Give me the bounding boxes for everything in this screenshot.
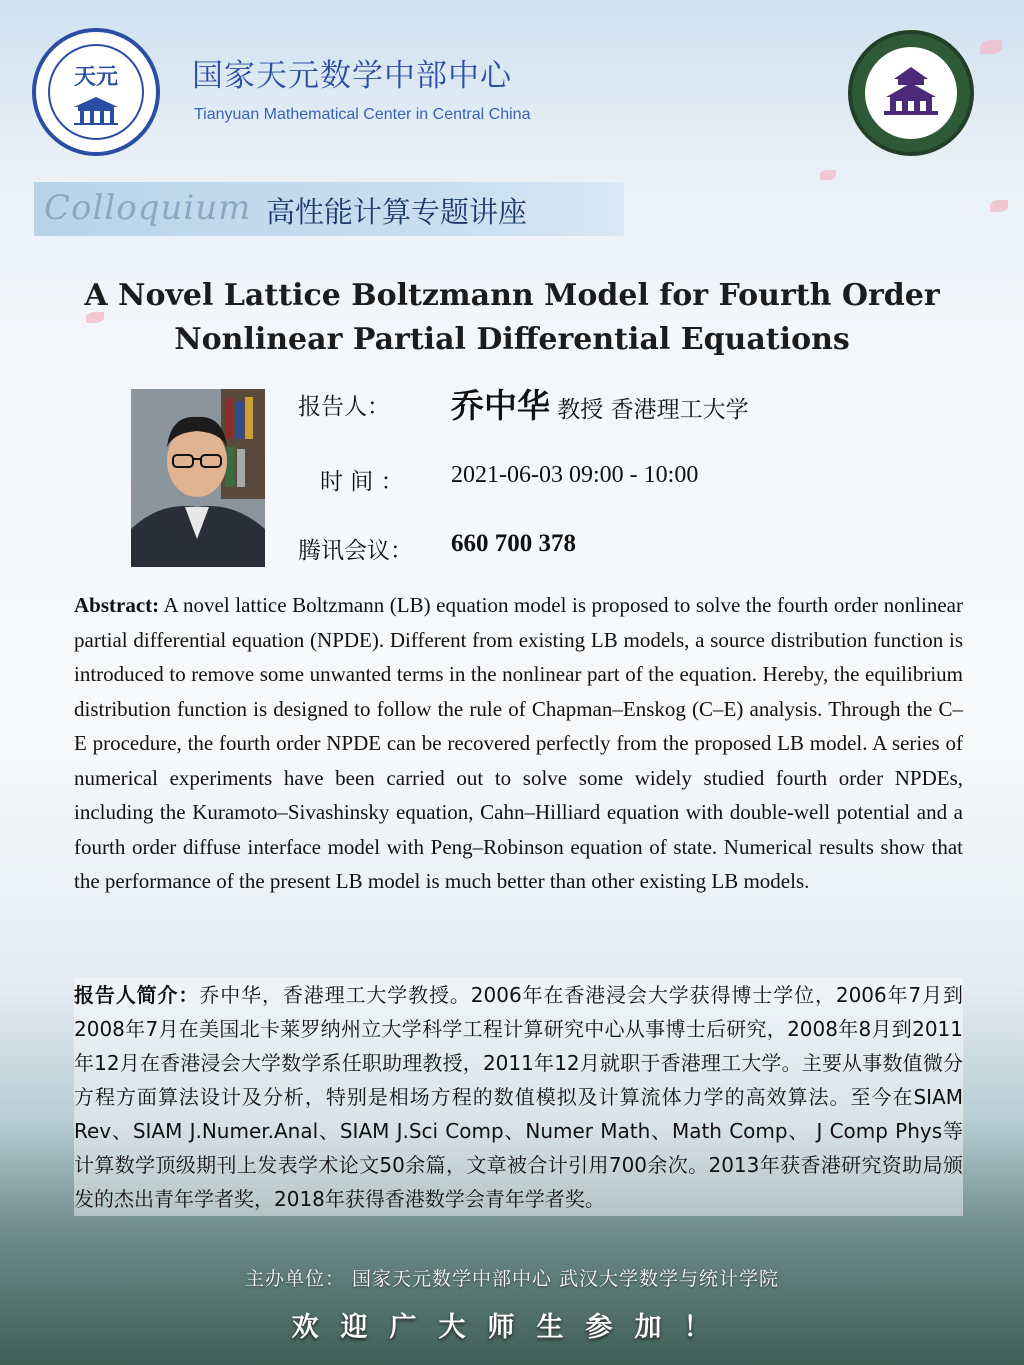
bio-label: 报告人简介： [74,983,200,1007]
welcome-message: 欢迎广大师生参加！ [291,1312,733,1343]
petal-decoration [820,170,836,180]
host-organizers: 主办单位： 国家天元数学中部中心 武汉大学数学与统计学院 [244,1268,780,1290]
speaker-bio [74,978,963,1216]
speaker-affiliation: 教授 香港理工大学 [550,397,749,423]
speaker-photo [131,389,265,567]
meeting-label: 腾讯会议： [298,538,413,564]
talk-title-line1: A Novel Lattice Boltzmann Model for Fourth Order [84,278,940,313]
petal-decoration [980,40,1002,54]
wuhan-university-logo [848,30,974,156]
abstract [74,588,963,899]
tianyuan-logo-mark: 天元 [73,63,118,90]
center-name-en: Tianyuan Mathematical Center in Central China [194,106,531,123]
banner-en: Colloquium [44,188,252,228]
speaker-name: 乔中华 [451,386,550,425]
speaker-label: 报告人： [298,394,390,420]
speaker-value [451,380,749,427]
bio-text: 乔中华，香港理工大学教授。2006年在香港浸会大学获得博士学位，2006年7月到2008年7月在美国北卡莱罗纳州立大学科学工程计算研究中心从事博士后研究，2008年8月到2011年12月在香港浸会大学数学系任职助理教授，2011年12月就职于香港理工大学。主要从事数值微分方程方面算法设计及分析，特别是相场方程的数值模拟及计算流体力学的高效算法。至今在SIAM Rev、SIAM J.Numer.Anal、SIAM J.Sci Comp、Numer Math、Math Comp、 J Comp Phys等计算数学顶级期刊上发表学术论文50余篇，文章被合计引用700余次。2013年获香港研究资助局颁发的杰出青年学者奖，2018年获得香港数学会青年学者奖。 [74,983,963,1211]
building-icon [68,95,124,125]
tianyuan-center-logo [32,28,160,156]
center-name-zh: 国家天元数学中部中心 [192,58,512,94]
abstract-label: Abstract: [74,593,160,617]
talk-title [60,274,964,362]
petal-decoration [990,200,1008,212]
speaker-row [298,388,390,421]
time-value: 2021-06-03 09:00 - 10:00 [451,462,699,488]
colloquium-banner [34,182,624,236]
time-label: 时 间 ： [320,469,404,495]
meeting-id: 660 700 378 [451,530,576,557]
talk-title-line2: Nonlinear Partial Differential Equations [174,322,850,357]
pavilion-icon [876,63,946,123]
abstract-text: A novel lattice Boltzmann (LB) equation model is proposed to solve the fourth order nonlinear partial differential equation (NPDE). Different from existing LB models, a source distribution function is introduced to remove some unwanted terms in the nonlinear part of the equation. Hereby, the equilibrium distribution function is designed to follow the rule of Chapman–Enskog (C–E) analysis. Through the C–E procedure, the fourth order NPDE can be recovered perfectly from the proposed LB model. A series of numerical experiments have been carried out to solve some widely studied fourth order NPDEs, including the Kuramoto–Sivashinsky equation, Cahn–Hilliard equation with double-well potential and a fourth order diffuse interface model with Peng–Robinson equation of state. Numerical results show that the performance of the present LB model is much better than other existing LB models. [74,593,963,893]
banner-zh: 高性能计算专题讲座 [266,195,528,229]
